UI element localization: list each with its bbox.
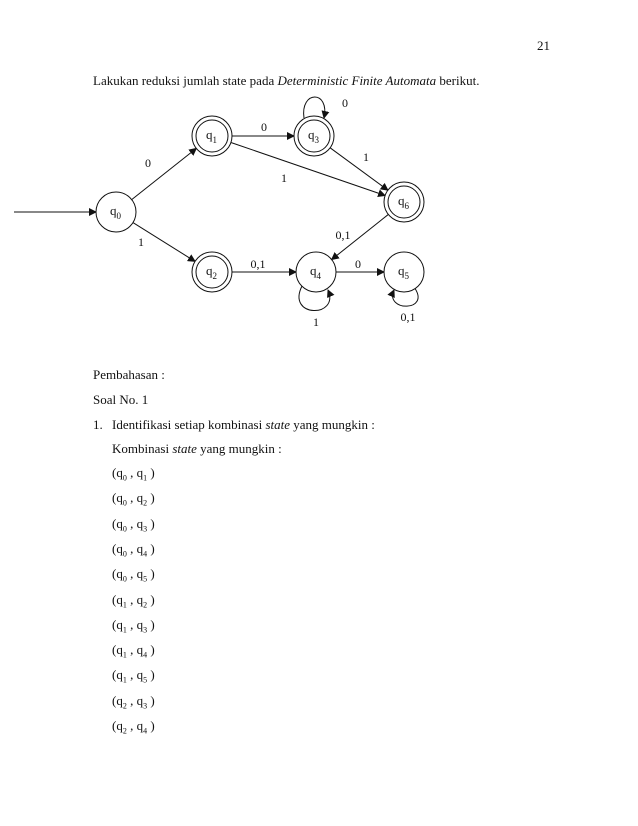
state-q1 [192, 116, 232, 156]
intro-text-before: Lakukan reduksi jumlah state pada [93, 73, 278, 88]
state-label-q1: $q_1$ [206, 127, 217, 145]
transition-label-q0-q2: 1 [138, 235, 144, 249]
transition-q0-q1 [132, 148, 197, 199]
combination-item: ($q_1$ , $q_2$ ) [112, 591, 155, 610]
intro-text-italic: Deterministic Finite Automata [277, 73, 437, 88]
combination-item: ($q_1$ , $q_5$ ) [112, 667, 155, 685]
combination-item: ($q_2$ , $q_4$ ) [112, 718, 155, 736]
state-label-q5: $q_5$ [398, 263, 409, 281]
combination-item: ($q_1$ , $q_4$ ) [112, 642, 155, 660]
state-label-q0: $q_0$ [110, 203, 121, 221]
state-q0 [96, 192, 136, 232]
state-label-q2: $q_2$ [206, 263, 217, 281]
transition-q3-q3 [304, 97, 325, 118]
page-number: 21 [537, 38, 550, 53]
transition-label-q1-q6: 1 [281, 171, 287, 185]
state-label-q6: $q_6$ [398, 193, 409, 211]
transition-label-q4-q4: 1 [313, 315, 319, 329]
kombinasi-text-italic: state [172, 441, 197, 456]
step-number: 1. [93, 417, 103, 432]
state-q6 [384, 182, 424, 222]
step-text-italic: state [265, 417, 291, 432]
transition-q3-q6 [330, 148, 388, 190]
step-text [112, 417, 375, 433]
combination-item: ($q_1$ , $q_3$ ) [112, 616, 155, 635]
combination-item: ($q_2$ , $q_3$ ) [112, 692, 155, 711]
transition-label-q5-q5: 0,1 [400, 310, 416, 324]
pembahasan-heading: Pembahasan : [93, 367, 165, 382]
intro-text-after: berikut. [436, 73, 480, 88]
combination-item: ($q_0$ , $q_5$ ) [112, 566, 155, 584]
combination-item: ($q_0$ , $q_4$ ) [112, 540, 155, 559]
soal-heading: Soal No. 1 [93, 392, 149, 407]
kombinasi-heading [112, 441, 282, 457]
dfa-diagram [0, 0, 638, 350]
transition-label-q3-q3: 0 [342, 96, 348, 110]
state-q5 [384, 252, 424, 292]
transition-label-q0-q1: 0 [145, 156, 151, 170]
combination-item: ($q_0$ , $q_3$ ) [112, 515, 155, 534]
step-text-after: yang mungkin : [290, 417, 375, 432]
transition-label-q6-q4: 0,1 [335, 228, 351, 242]
combination-item: ($q_0$ , $q_2$ ) [112, 490, 155, 508]
transition-label-q1-q3: 0 [261, 120, 267, 134]
combination-item: ($q_0$ , $q_1$ ) [112, 465, 155, 483]
state-q3 [294, 116, 334, 156]
kombinasi-text-before: Kombinasi [112, 441, 173, 456]
step-text-before: Identifikasi setiap kombinasi [112, 417, 266, 432]
kombinasi-text-after: yang mungkin : [196, 441, 282, 456]
transition-label-q2-q4: 0,1 [250, 257, 266, 271]
transition-label-q4-q5: 0 [355, 257, 361, 271]
transition-labels [138, 96, 416, 329]
state-label-q3: $q_3$ [308, 127, 319, 145]
transition-label-q3-q6: 1 [363, 150, 369, 164]
state-q2 [192, 252, 232, 292]
state-q4 [296, 252, 336, 292]
state-label-q4: $q_4$ [310, 263, 321, 281]
